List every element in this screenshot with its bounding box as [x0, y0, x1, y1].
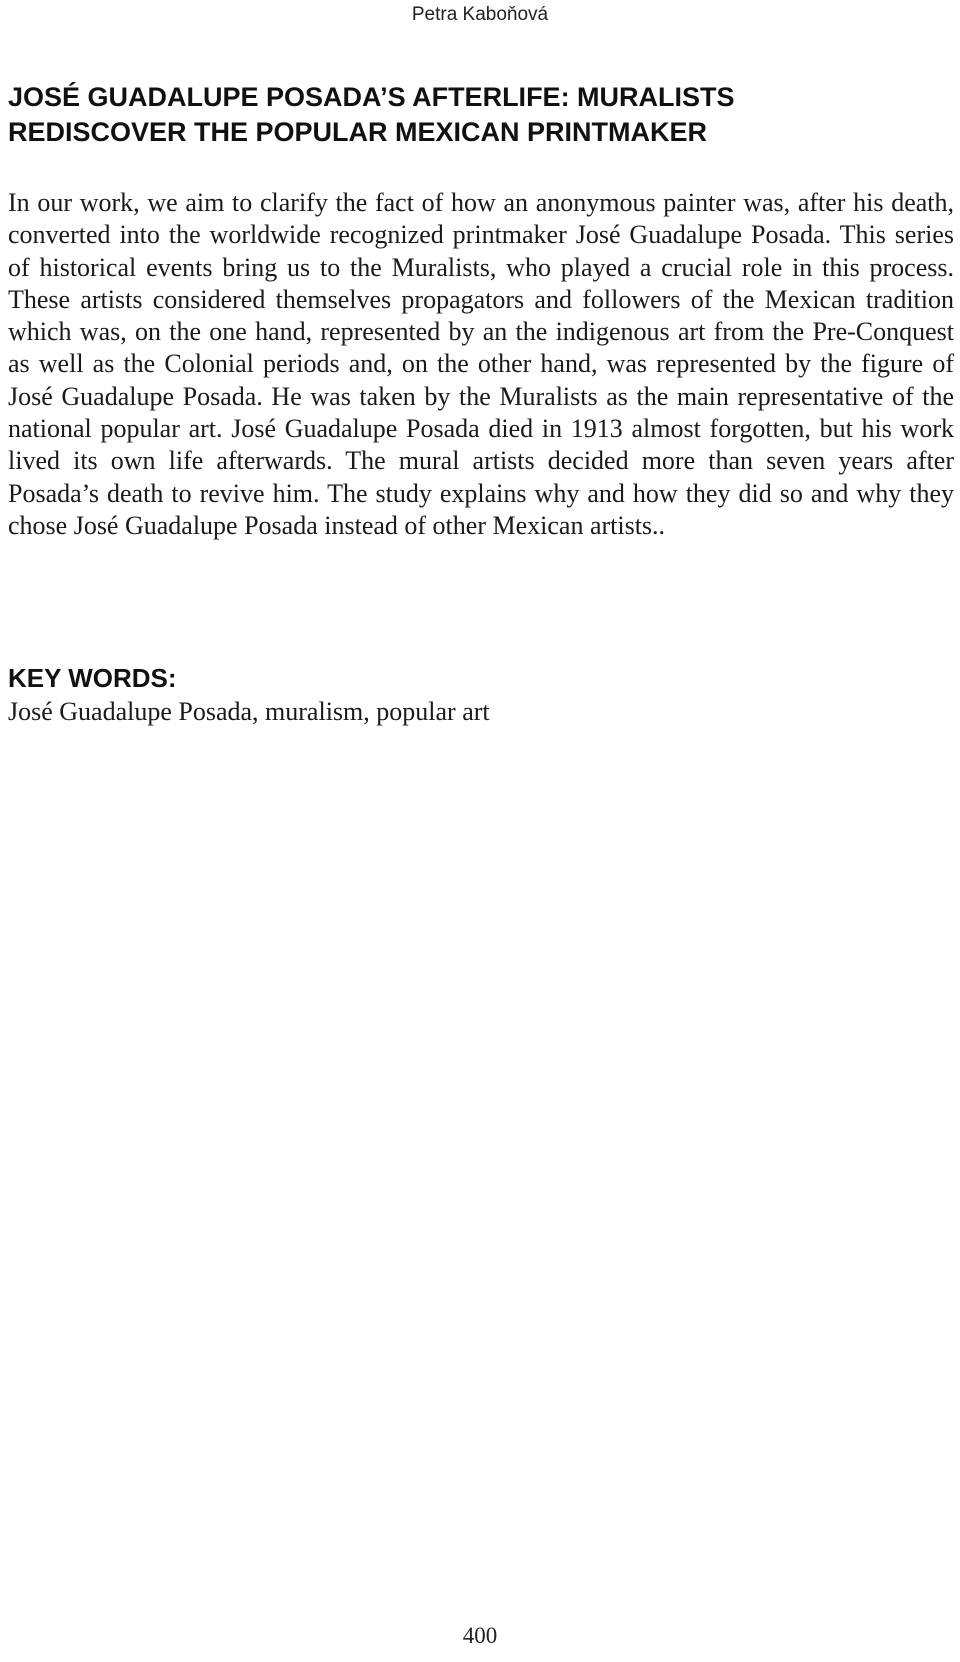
page-number: 400	[462, 1623, 498, 1648]
article-title-line-2: REDISCOVER THE POPULAR MEXICAN PRINTMAKER	[8, 117, 708, 147]
article-title	[8, 80, 928, 150]
abstract-paragraph: In our work, we aim to clarify the fact of how an anonymous painter was, after his death, converted into the worldwide recognized printmaker José Guadalupe Posada. This series of historical events bring us to the Muralists, who played a crucial role in this process. These artists considered themselves propagators and followers of the Mexican tradition which was, on the one hand, represented by an the indigenous art from the Pre-Conquest as well as the Colonial periods and, on the other hand, was represented by the figure of José Guadalupe Posada. He was taken by the Muralists as the main representative of the national popular art. José Guadalupe Posada died in 1913 almost forgotten, but his work lived its own life afterwards. The mural artists decided more than seven years after Posada’s death to revive him. The study explains why and how they did so and why they chose José Guadalupe Posada instead of other Mexican artists..	[8, 188, 954, 540]
keywords-heading: KEY WORDS:	[8, 663, 177, 693]
article-title-line-1: JOSÉ GUADALUPE POSADA’S AFTERLIFE: MURALISTS	[8, 82, 735, 112]
keywords-list: José Guadalupe Posada, muralism, popular art	[8, 697, 490, 726]
running-head-author: Petra Kaboňová	[411, 4, 549, 25]
